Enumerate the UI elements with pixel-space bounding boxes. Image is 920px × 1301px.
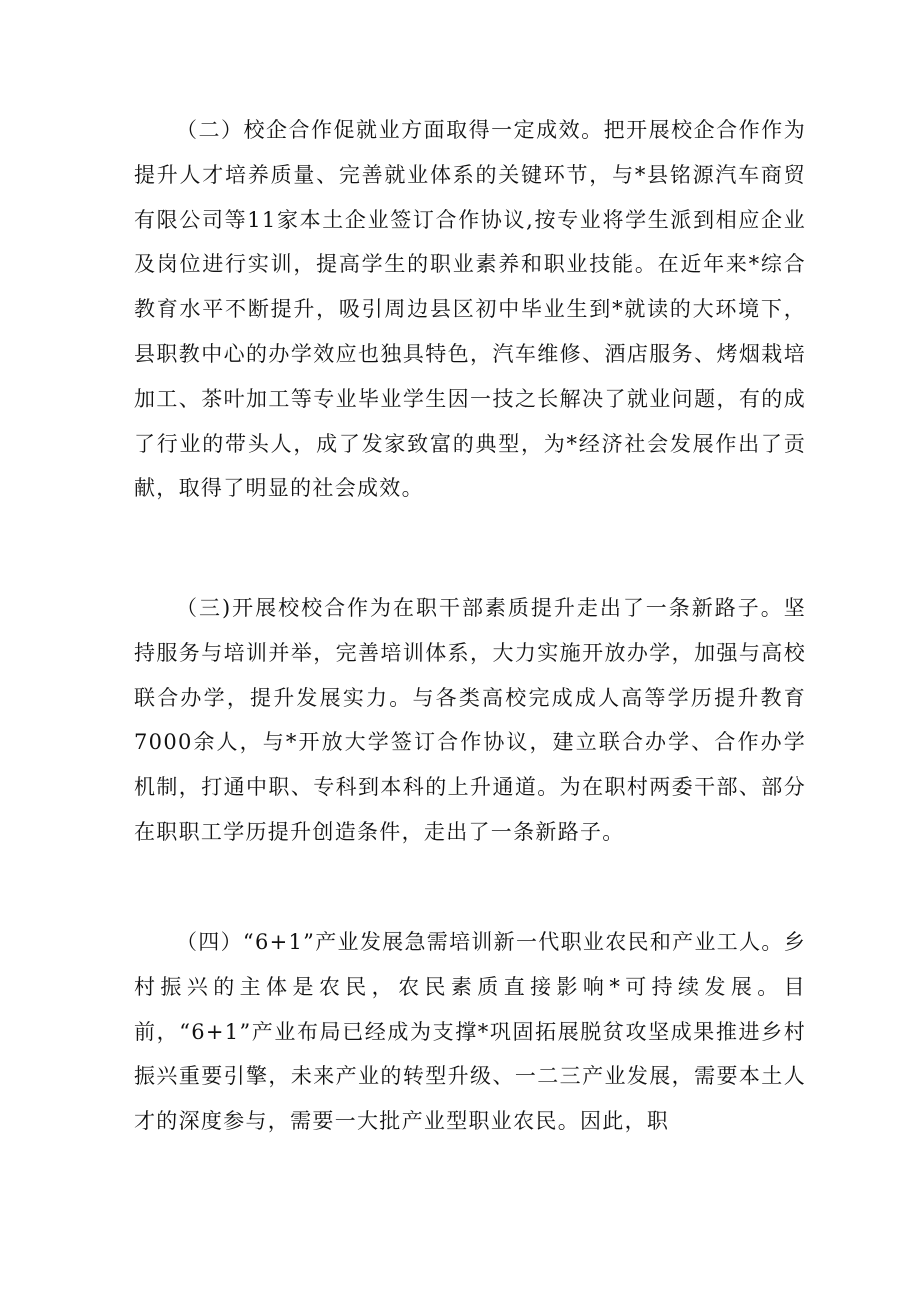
paragraph-school-enterprise-cooperation: （二）校企合作促就业方面取得一定成效。把开展校企合作作为提升人才培养质量、完善就业体系的关键环节，与*县铭源汽车商贸有限公司等11家本土企业签订合作协议,按专业将学生派到相应企业及岗位进行实训，提高学生的职业素养和职业技能。在近年来*综合教育水平不断提升，吸引周边县区初中毕业生到*就读的大环境下，县职教中心的办学效应也独具特色，汽车维修、酒店服务、烤烟栽培加工、茶叶加工等专业毕业学生因一技之长解决了就业问题，有的成了行业的带头人，成了发家致富的典型，为*经济社会发展作出了贡献，取得了明显的社会成效。: [134, 118, 806, 501]
paragraph-industry-training-needs: （四）“6+1”产业发展急需培训新一代职业农民和产业工人。乡村振兴的主体是农民，农民素质直接影响*可持续发展。目前，“6+1”产业布局已经成为支撑*巩固拓展脱贫攻坚成果推进乡村振兴重要引擎，未来产业的转型升级、一二三产业发展，需要本土人才的深度参与，需要一大批产业型职业农民。因此，职: [134, 930, 806, 1134]
paragraph-school-school-cooperation: （三)开展校校合作为在职干部素质提升走出了一条新路子。坚持服务与培训并举，完善培训体系，大力实施开放办学，加强与高校联合办学，提升发展实力。与各类高校完成成人高等学历提升教育7000余人，与*开放大学签订合作协议，建立联合办学、合作办学机制，打通中职、专科到本科的上升通道。为在职村两委干部、部分在职职工学历提升创造条件，走出了一条新路子。: [134, 596, 806, 844]
